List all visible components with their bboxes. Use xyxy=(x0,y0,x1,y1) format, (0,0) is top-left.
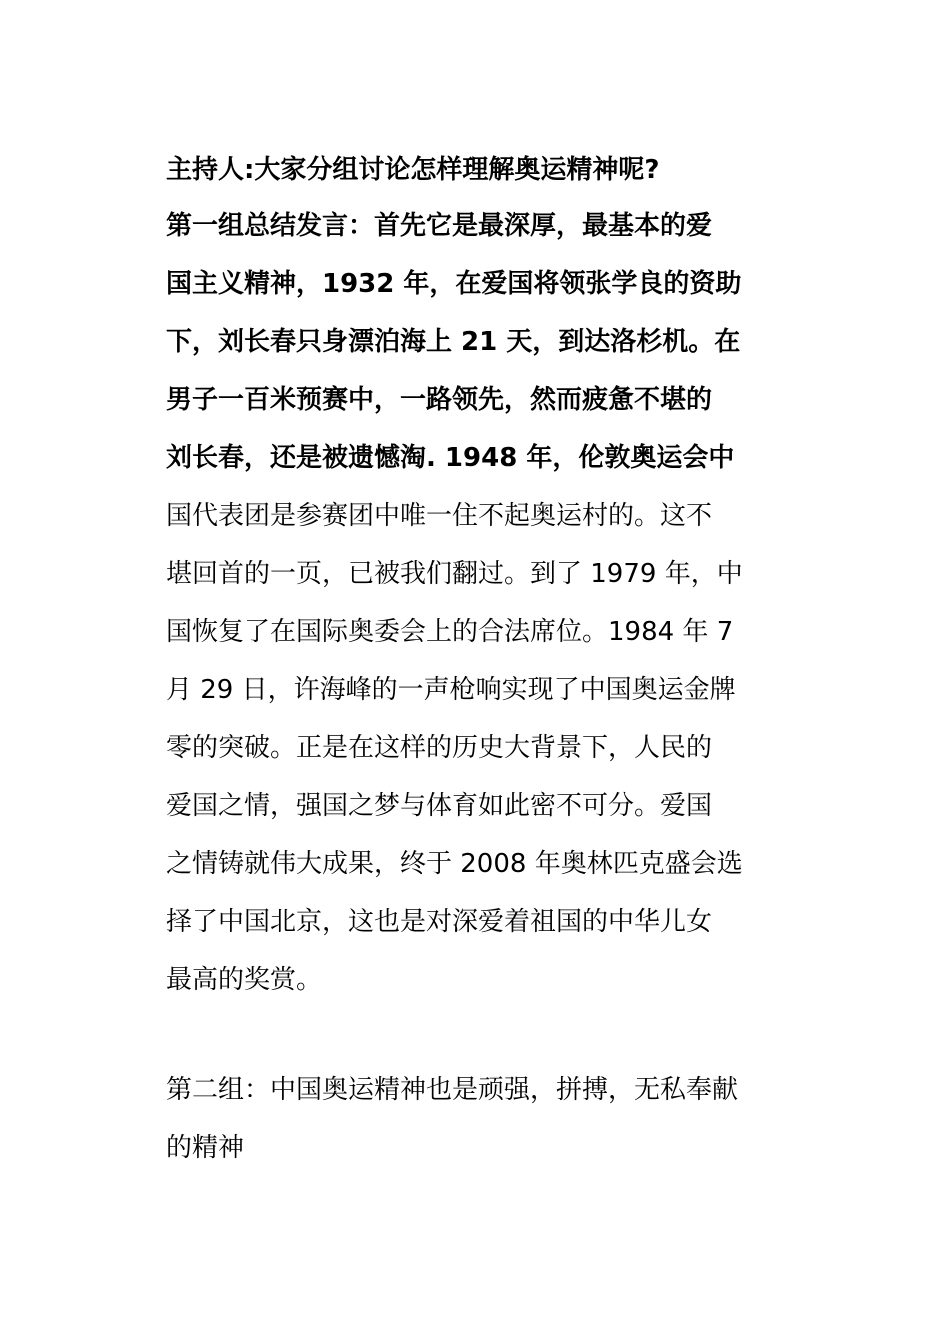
paragraph-line: 之情铸就伟大成果，终于 2008 年奥林匹克盛会选 xyxy=(166,849,743,879)
paragraph-line: 国代表团是参赛团中唯一住不起奥运村的。这不 xyxy=(166,501,713,531)
paragraph-line: 国恢复了在国际奥委会上的合法席位。1984 年 7 xyxy=(166,617,734,647)
paragraph-line: 的精神 xyxy=(166,1133,245,1163)
paragraph-line: 刘长春，还是被遗憾淘. 1948 年，伦敦奥运会中 xyxy=(166,443,735,473)
host-question: 主持人:大家分组讨论怎样理解奥运精神呢? xyxy=(166,155,660,185)
paragraph-line: 第二组：中国奥运精神也是顽强，拼搏，无私奉献 xyxy=(166,1075,739,1105)
paragraph-line: 爱国之情，强国之梦与体育如此密不可分。爱国 xyxy=(166,791,713,821)
paragraph-line: 零的突破。正是在这样的历史大背景下，人民的 xyxy=(166,733,713,763)
paragraph-line: 第一组总结发言：首先它是最深厚，最基本的爱 xyxy=(166,211,713,241)
paragraph-line: 月 29 日，许海峰的一声枪响实现了中国奥运金牌 xyxy=(166,675,736,705)
paragraph-line: 国主义精神，1932 年，在爱国将领张学良的资助 xyxy=(166,269,742,299)
paragraph-line: 最高的奖赏。 xyxy=(166,965,323,995)
paragraph-line: 堪回首的一页，已被我们翻过。到了 1979 年，中 xyxy=(166,559,743,589)
paragraph-line: 择了中国北京，这也是对深爱着祖国的中华儿女 xyxy=(166,907,713,937)
paragraph-line: 男子一百米预赛中，一路领先，然而疲惫不堪的 xyxy=(166,385,713,415)
paragraph-line: 下，刘长春只身漂泊海上 21 天，到达洛杉机。在 xyxy=(166,327,741,357)
